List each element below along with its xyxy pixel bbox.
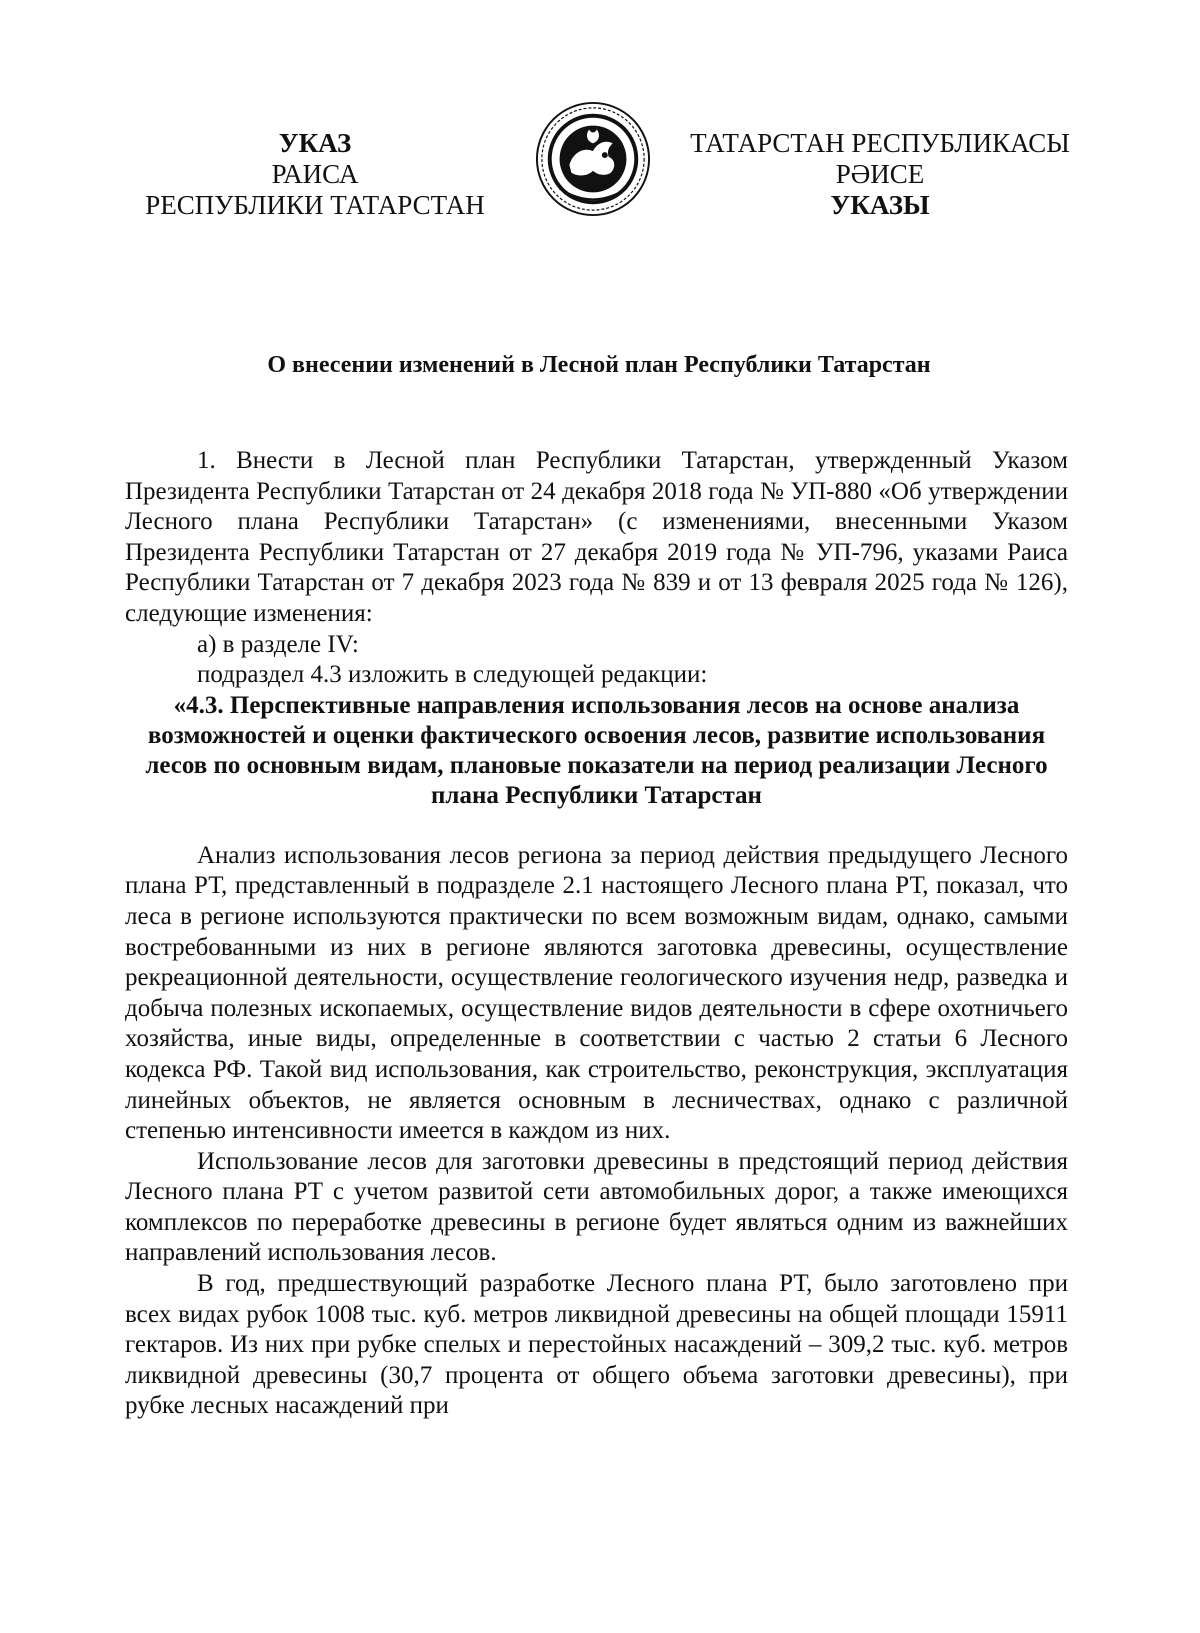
paragraph-section-iv: а) в разделе IV: [197, 630, 359, 658]
paragraph-wood-harvesting: Использование лесов для заготовки древесины в предстоящий период действия Лесного плана РТ с учетом развитой сети автомобильных дорог, а также имеющихся комплексов по переработке древесины в регионе будет являться одним из важнейших направлений использования лесов. [125, 1147, 1068, 1267]
paragraph-1: 1. Внести в Лесной план Республики Татарстан, утвержденный Указом Президента Республики Татарстан от 24 декабря 2018 года № УП-880 «Об утверждении Лесного плана Республики Татарстан» (с изменениями, внесенными Указом Президента Республики Татарстан от 27 декабря 2019 года № УП-796, указами Раиса Республики Татарстан от 7 декабря 2023 года № 839 и от 13 февраля 2025 года № 126), следующие изменения: [125, 447, 1068, 627]
head-label-tt: РӘИСЕ [835, 159, 925, 189]
subsection-heading: «4.3. Перспективные направления использования лесов на основе анализа возможностей и оценки фактического освоения лесов, развитие использования лесов по основным видам, плановые показатели на период реализации Лесного плана Республики Татарстан [145, 691, 1048, 809]
decree-label-ru: УКАЗ [278, 128, 352, 158]
document-body [125, 446, 1068, 1422]
head-label-ru: РАИСА [271, 159, 359, 189]
paragraph-subsection-note: подраздел 4.3 изложить в следующей редакции: [197, 661, 708, 689]
paragraph-harvest-volume: В год, предшествующий разработке Лесного плана РТ, было заготовлено при всех видах рубок 1008 тыс. куб. метров ликвидной древесины на общей площади 15911 гектаров. Из них при рубке спелых и перестойных насаждений – 309,2 тыс. куб. метров ликвидной древесины (30,7 процента от общего объема заготовки древесины), при рубке лесных насаждений при [125, 1270, 1068, 1420]
paragraph-analysis: Анализ использования лесов региона за период действия предыдущего Лесного плана РТ, представленный в подразделе 2.1 настоящего Лесного плана РТ, показал, что леса в регионе используются практически по всем возможным видам, однако, самыми востребованными из них в регионе являются заготовка древесины, осуществление рекреационной деятельности, осуществление геологического изучения недр, разведка и добыча полезных ископаемых, осуществление видов деятельности в сфере охотничьего хозяйства, иные виды, определенные в соответствии с частью 2 статьи 6 Лесного кодекса РФ. Такой вид использования, как строительство, реконструкция, эксплуатация линейных объектов, не является основным в лесничествах, однако с различной степенью интенсивности имеется в каждом из них. [125, 841, 1068, 1145]
header-right-block [680, 128, 1080, 221]
decree-label-tt: УКАЗЫ [830, 190, 930, 220]
republic-label-tt: ТАТАРСТАН РЕСПУБЛИКАСЫ [690, 128, 1070, 158]
header-left-block [130, 128, 500, 221]
tatarstan-emblem [534, 100, 652, 218]
document-title: О внесении изменений в Лесной план Республики Татарстан [267, 352, 931, 378]
republic-label-ru: РЕСПУБЛИКИ ТАТАРСТАН [145, 190, 485, 220]
